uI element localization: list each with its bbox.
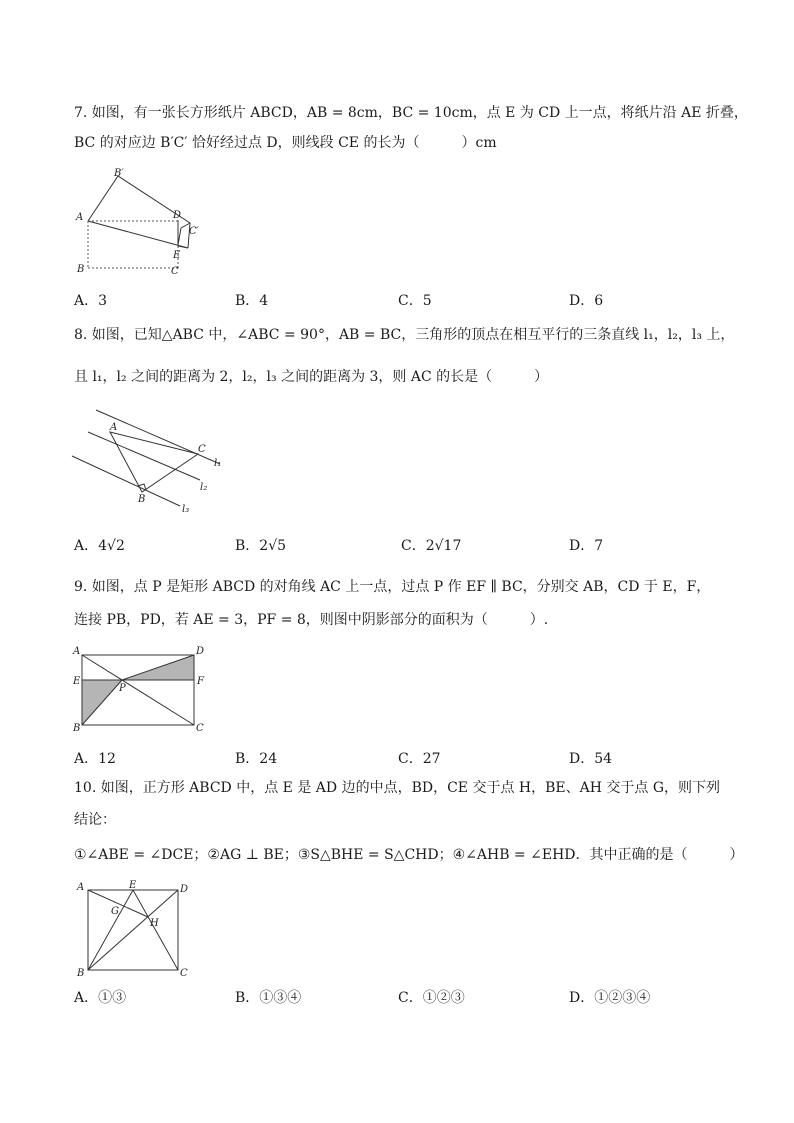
q8-line2: 且 l₁，l₂ 之间的距离为 2，l₂，l₃ 之间的距离为 3，则 AC 的长是（ ）: [74, 369, 549, 385]
q10-label-a: A: [77, 882, 85, 893]
q9-label-e: E: [73, 676, 81, 687]
q10-label-d: D: [180, 884, 189, 895]
q8-label-c: C: [198, 444, 206, 455]
q10-label-c: C: [180, 968, 188, 979]
q7-line2: BC 的对应边 B′C′ 恰好经过点 D，则线段 CE 的长为（ ）cm: [74, 135, 497, 151]
q7-label-d: D: [173, 210, 182, 221]
q7-option-b[interactable]: B．4: [235, 293, 269, 309]
q8-option-a[interactable]: A．4√2: [74, 538, 125, 554]
q9-label-b: B: [73, 723, 81, 734]
q8-label-l3: l₃: [182, 504, 190, 515]
q10-line3: ①∠ABE = ∠DCE；②AG ⊥ BE；③S△BHE = S△CHD；④∠AHB = ∠EHD．其中正确的是（ ）: [74, 847, 744, 863]
q10-option-b[interactable]: B．①③④: [235, 990, 302, 1006]
q7-option-a[interactable]: A．3: [74, 293, 108, 309]
q7-label-a: A: [76, 212, 84, 223]
q7-label-b-prime: B′: [114, 168, 124, 179]
q10-line1: 10. 如图，正方形 ABCD 中，点 E 是 AD 边的中点，BD，CE 交于点 H，BE、AH 交于点 G，则下列: [74, 780, 721, 796]
q7-label-e: E: [173, 250, 181, 261]
q8-label-b: B: [138, 494, 146, 505]
q10-option-c[interactable]: C．①②③: [398, 990, 465, 1006]
q9-figure: [72, 645, 212, 737]
q7-label-b: B: [77, 264, 85, 275]
q10-label-e: E: [129, 880, 137, 891]
q8-figure: [70, 408, 240, 518]
q7-label-c: C: [171, 266, 179, 277]
q8-line1: 8. 如图，已知△ABC 中，∠ABC = 90°，AB = BC，三角形的顶点在相互平行的三条直线 l₁，l₂，l₃ 上，: [74, 327, 735, 343]
q9-label-c: C: [196, 723, 204, 734]
q10-label-g: G: [111, 906, 119, 917]
q9-option-b[interactable]: B．24: [235, 751, 278, 767]
q8-option-b[interactable]: B．2√5: [235, 538, 287, 554]
q9-option-a[interactable]: A．12: [74, 751, 116, 767]
q7-figure: [74, 168, 214, 278]
q7-line1: 7. 如图，有一张长方形纸片 ABCD，AB = 8cm，BC = 10cm，点 E 为 CD 上一点，将纸片沿 AE 折叠，: [74, 105, 748, 121]
q7-label-c-prime: C′: [189, 226, 199, 237]
q7-option-c[interactable]: C．5: [398, 293, 432, 309]
q9-label-d: D: [196, 646, 205, 657]
q10-label-h: H: [150, 918, 159, 929]
q8-option-d[interactable]: D．7: [569, 538, 604, 554]
q9-option-d[interactable]: D．54: [569, 751, 613, 767]
q8-option-c[interactable]: C．2√17: [401, 538, 462, 554]
q9-label-p: P: [119, 683, 126, 694]
q9-line1: 9. 如图，点 P 是矩形 ABCD 的对角线 AC 上一点，过点 P 作 EF ∥ BC，分别交 AB，CD 于 E，F，: [74, 579, 711, 595]
q8-label-l1: l₁: [214, 458, 222, 469]
q7-option-d[interactable]: D．6: [569, 293, 604, 309]
q10-line2: 结论：: [74, 812, 116, 828]
q9-option-c[interactable]: C．27: [398, 751, 441, 767]
q10-option-d[interactable]: D．①②③④: [569, 990, 651, 1006]
q9-label-f: F: [197, 676, 204, 687]
q10-figure: [74, 880, 204, 980]
q9-label-a: A: [73, 646, 81, 657]
q10-label-b: B: [77, 968, 85, 979]
q8-label-l2: l₂: [200, 482, 208, 493]
q10-option-a[interactable]: A．①③: [74, 990, 127, 1006]
q9-line2: 连接 PB，PD，若 AE = 3，PF = 8，则图中阴影部分的面积为（ ）.: [74, 612, 549, 628]
q8-label-a: A: [110, 422, 118, 433]
